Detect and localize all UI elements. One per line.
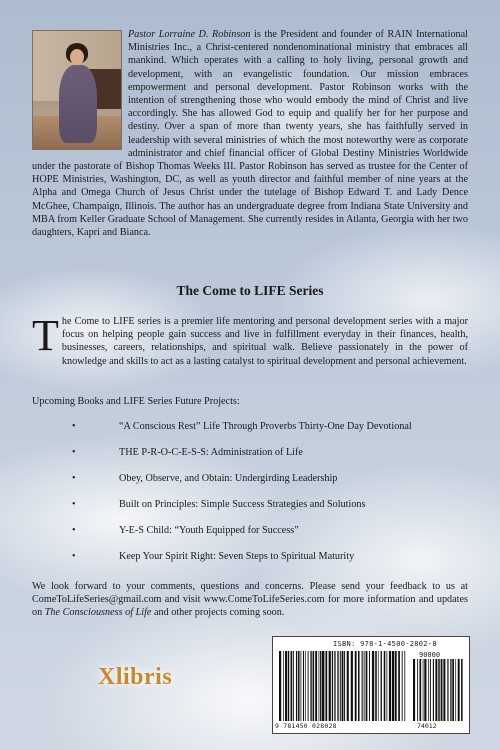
- drop-cap: T: [32, 311, 59, 360]
- list-item: [72, 420, 472, 446]
- bullet: •: [72, 447, 76, 458]
- book-title: The Consciousness of Life: [44, 607, 152, 619]
- author-bio-text: is the President and founder of RAIN International Ministries Inc., a Christ-centered nondenominational ministry that embraces all mankind. Which operates with a calling to holy living, personal growth and development, with an evangelistic foundation. Our mission embraces empowerment and personal development. Pastor Robinson works with the intention of strengthening those who would embody the mind of Christ and live accordingly. She has allowed God to equip and qualify her for her purpose and destiny. Over a span of more than twenty years, she has faithfully served in leadership with several ministries of which the most noteworthy were as corporate administrator and chief financial officer of Global Destiny Ministries Worldwide under the pastorate of Bishop Thomas Weeks III. Pastor Robinson has served as trustee for the Center of HOPE Ministries, Washington, DC, as well as youth director and faithful member of nine years at the Alpha and Omega Church of Jesus Christ under the tutelage of Bishop Edward T. and Lady Dence McGhee, Champaign, Illinois. The author has an undergraduate degree from Indiana State University and MBA from Keller Graduate School of Management. She currently resides in Atlanta, Georgia with her two daughters, Kapri and Bianca.: [32, 29, 469, 239]
- bullet: •: [72, 421, 76, 432]
- isbn-barcode: [272, 636, 470, 734]
- barcode-addon-bars-icon: [413, 659, 463, 721]
- addon-label: 90000: [419, 651, 441, 659]
- project-title: “A Conscious Rest” Life Through Proverbs Thirty-One Day Devotional: [119, 421, 412, 432]
- series-description-text: he Come to LIFE series is a premier life mentoring and personal development series with a major focus on helping people gain success and live in fulfillment everyday in their finances, health, businesses, careers, relationships, and spiritual walk. Believe passionately in the power of knowledge and skills to act as a lasting catalyst to spiritual development and personal achievement.: [61, 316, 468, 367]
- barcode-bars-icon: [279, 651, 407, 721]
- isbn-label: ISBN: 978-1-4500-2802-8: [333, 640, 437, 648]
- bullet: •: [72, 551, 76, 562]
- series-title: The Come to LIFE Series: [176, 283, 324, 298]
- closing-text-b: and other projects coming soon.: [151, 607, 285, 619]
- closing-text-a: We look forward to your comments, questions and concerns. Please send your feedback to us at ComeToLifeSeries@gmail.com and visit www.ComeToLifeSeries.com for more information and updates on: [32, 581, 468, 619]
- barcode-digits: 9 781450 028028: [275, 722, 337, 730]
- project-title: Obey, Observe, and Obtain: Undergirding Leadership: [119, 473, 338, 484]
- closing-paragraph: [32, 580, 468, 620]
- upcoming-label: Upcoming Books and LIFE Series Future Projects:: [32, 396, 240, 407]
- list-item: [72, 446, 472, 472]
- barcode-addon-digits: 74012: [417, 722, 437, 730]
- projects-list: [72, 420, 472, 576]
- project-title: Keep Your Spirit Right: Seven Steps to Spiritual Maturity: [119, 551, 355, 562]
- project-title: Built on Principles: Simple Success Strategies and Solutions: [119, 499, 366, 510]
- list-item: [72, 550, 472, 576]
- list-item: [72, 472, 472, 498]
- bullet: •: [72, 525, 76, 536]
- list-item: [72, 498, 472, 524]
- list-item: [72, 524, 472, 550]
- bullet: •: [72, 499, 76, 510]
- author-name: Pastor Lorraine D. Robinson: [128, 29, 251, 40]
- project-title: THE P-R-O-C-E-S-S: Administration of Life: [119, 447, 303, 458]
- series-description: [32, 311, 468, 368]
- publisher-logo: Xlibris: [98, 664, 173, 690]
- author-bio: [32, 28, 468, 239]
- bullet: •: [72, 473, 76, 484]
- project-title: Y-E-S Child: “Youth Equipped for Success”: [119, 525, 299, 536]
